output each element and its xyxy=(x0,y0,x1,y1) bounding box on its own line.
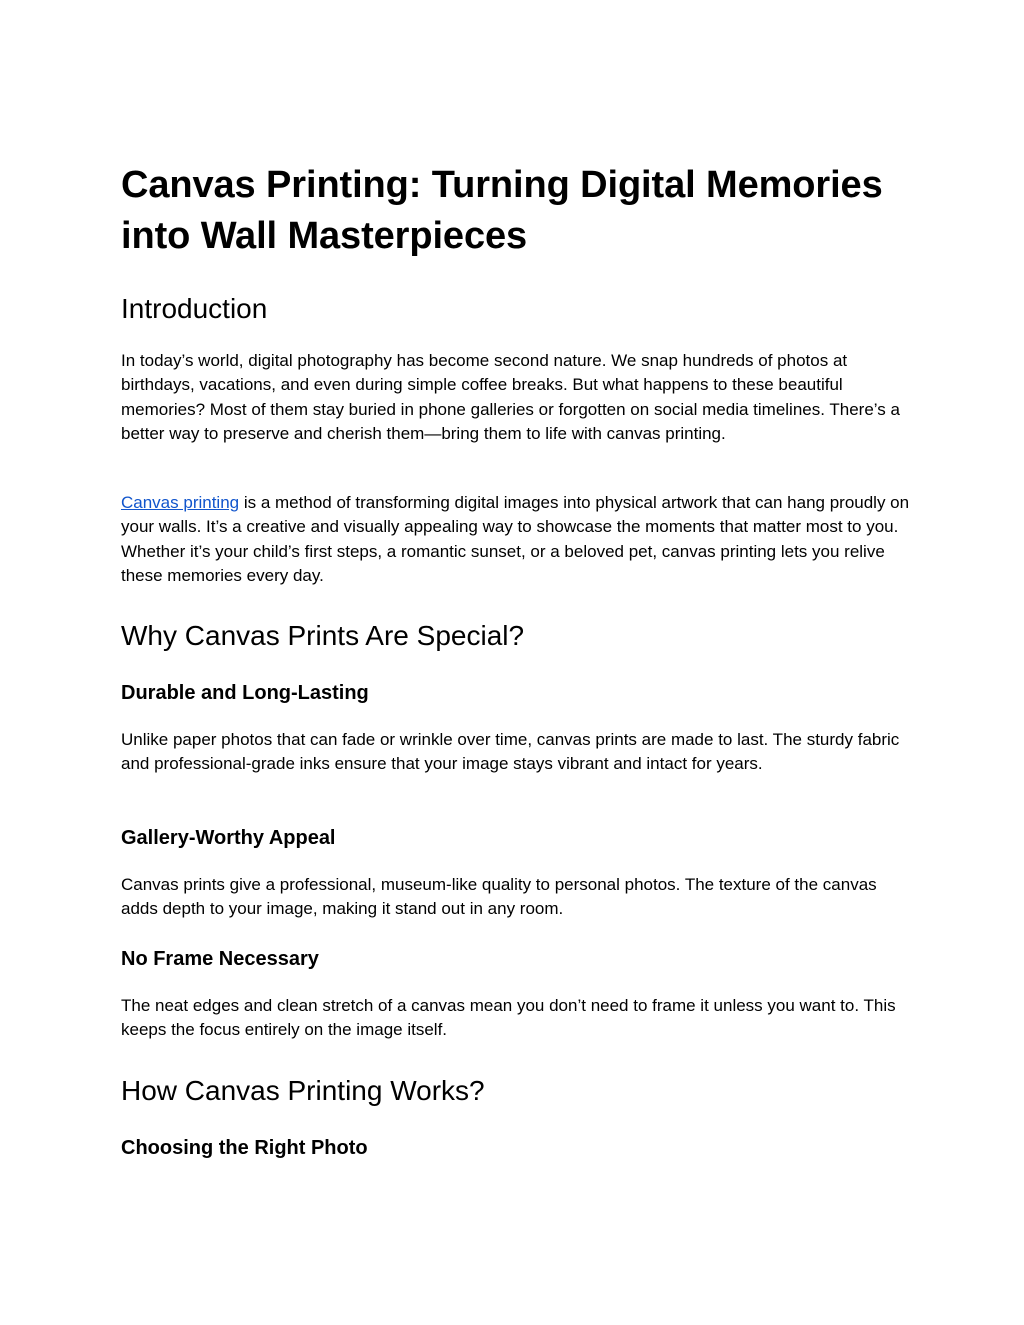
intro-paragraph-1: In today’s world, digital photography has become second nature. We snap hundreds of photos at birthdays, vacations, and even during simple coffee breaks. But what happens to these beautiful memories? Most of them stay buried in phone galleries or forgotten on social media timelines. There’s a better way to preserve and cherish them—bring them to life with canvas printing. xyxy=(121,351,900,444)
intro-paragraph-2-text: is a method of transforming digital images into physical artwork that can hang proudly on your walls. It’s a creative and visually appealing way to showcase the moments that matter most to you. Whether it’s your child’s first steps, a romantic sunset, or a beloved pet, canvas printing lets you relive these memories every day. xyxy=(121,493,910,586)
heading-how-works: How Canvas Printing Works? xyxy=(121,1075,485,1106)
subheading-no-frame: No Frame Necessary xyxy=(121,948,319,970)
no-frame-paragraph: The neat edges and clean stretch of a canvas mean you don’t need to frame it unless you want to. This keeps the focus entirely on the image itself. xyxy=(121,996,896,1040)
gallery-paragraph: Canvas prints give a professional, museum-like quality to personal photos. The texture of the canvas adds depth to your image, making it stand out in any room. xyxy=(121,875,877,919)
intro-paragraph-2 xyxy=(121,491,911,589)
heading-introduction: Introduction xyxy=(121,293,268,324)
subheading-choosing-photo: Choosing the Right Photo xyxy=(121,1137,368,1159)
subheading-durable: Durable and Long-Lasting xyxy=(121,682,369,704)
subheading-gallery: Gallery-Worthy Appeal xyxy=(121,827,336,849)
canvas-printing-link[interactable]: Canvas printing xyxy=(121,493,240,512)
heading-why-special: Why Canvas Prints Are Special? xyxy=(121,620,525,651)
durable-paragraph: Unlike paper photos that can fade or wrinkle over time, canvas prints are made to last. The sturdy fabric and professional-grade inks ensure that your image stays vibrant and intact for years. xyxy=(121,730,900,774)
document-title: Canvas Printing: Turning Digital Memories into Wall Masterpieces xyxy=(121,164,883,257)
